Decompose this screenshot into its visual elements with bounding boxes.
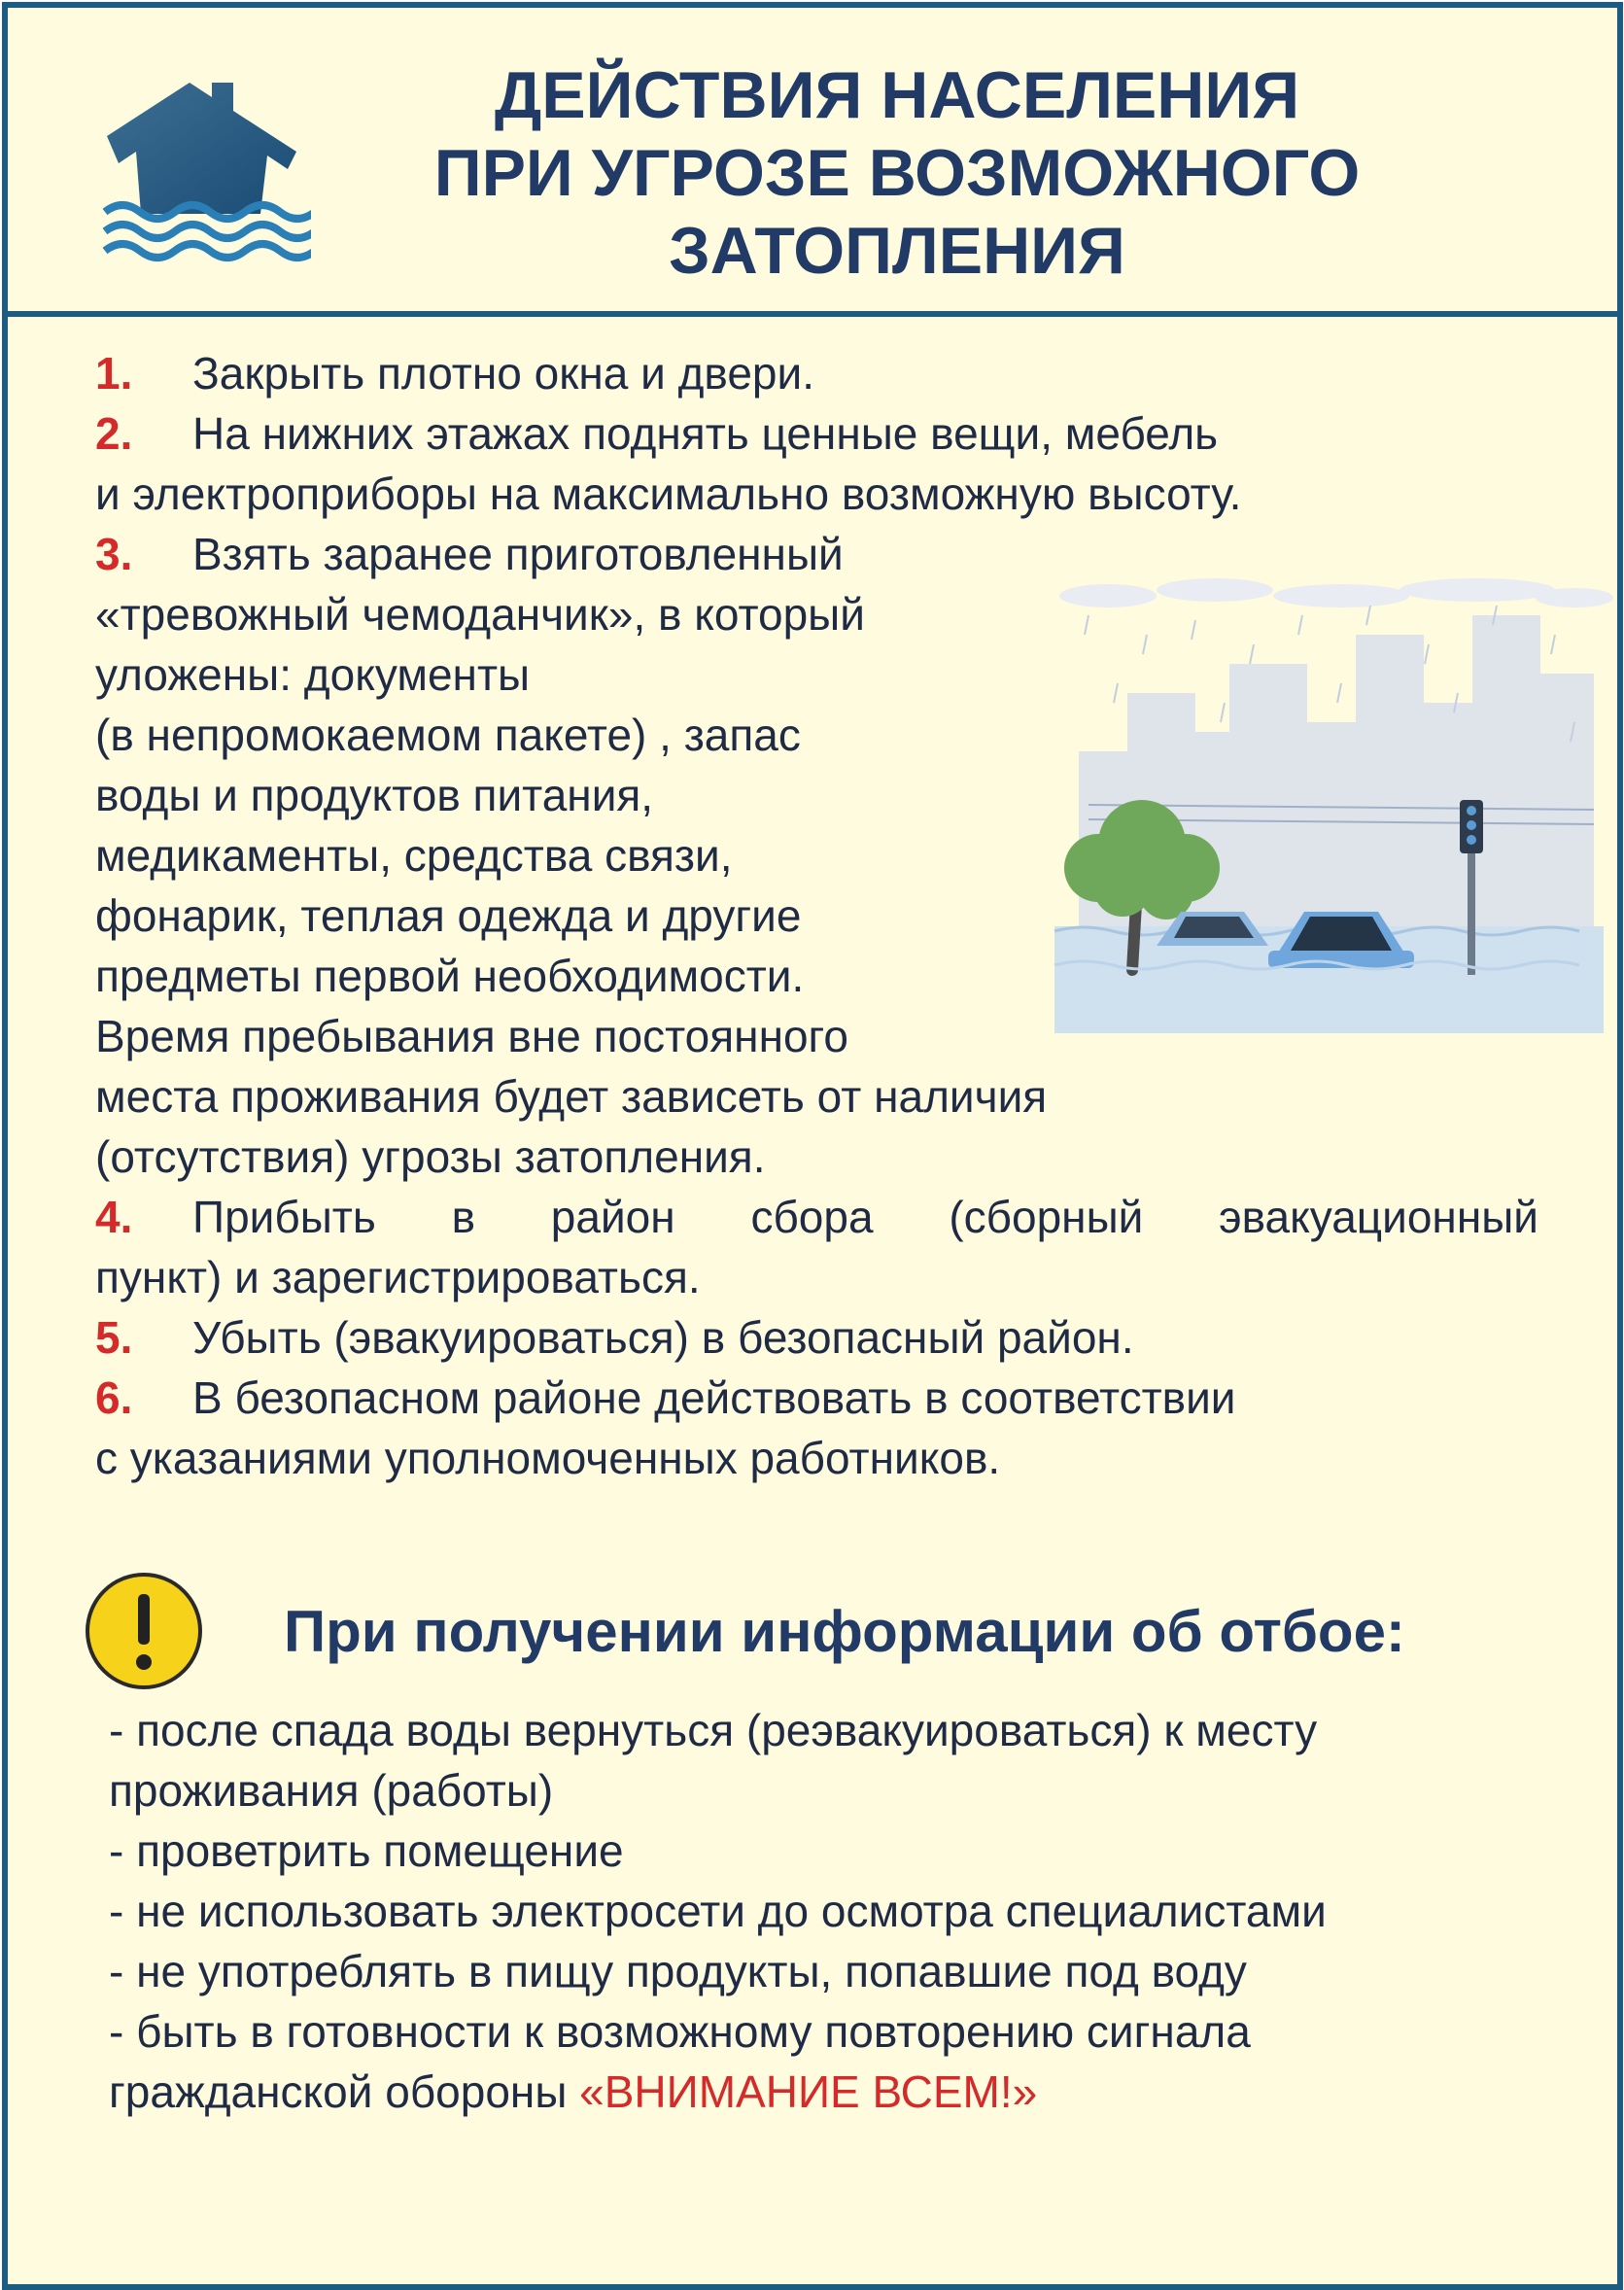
step-number: 5. bbox=[95, 1312, 133, 1363]
step-text: В безопасном районе действовать в соответствии bbox=[192, 1372, 1236, 1423]
flooded-street-illustration bbox=[1050, 576, 1613, 1033]
step-text-line: места проживания будет зависеть от наличия bbox=[95, 1071, 1048, 1122]
step-number: 6. bbox=[95, 1372, 133, 1423]
poster-header bbox=[8, 8, 1617, 317]
step-text-line: и электроприборы на максимально возможную высоту. bbox=[95, 468, 1242, 519]
step-text-line: Время пребывания вне постоянного bbox=[95, 1011, 848, 1061]
step-1 bbox=[95, 348, 814, 399]
step-text: Закрыть плотно окна и двери. bbox=[192, 348, 814, 399]
step-text-line: предметы первой необходимости. bbox=[95, 951, 805, 1001]
step-2 bbox=[95, 408, 1218, 459]
exclamation-icon bbox=[84, 1571, 204, 1691]
step-text-line: медикаменты, средства связи, bbox=[95, 830, 733, 881]
step-text-line: пункт) и зарегистрироваться. bbox=[95, 1252, 701, 1302]
step-number: 1. bbox=[95, 348, 133, 399]
step-number: 2. bbox=[95, 408, 133, 459]
notice-text: гражданской обороны bbox=[109, 2066, 568, 2117]
step-text: На нижних этажах поднять ценные вещи, мебель bbox=[192, 408, 1219, 459]
step-text: Убыть (эвакуироваться) в безопасный район. bbox=[192, 1312, 1134, 1363]
poster-title bbox=[338, 56, 1456, 290]
step-text-line: фонарик, теплая одежда и другие bbox=[95, 890, 802, 941]
notice-line: - не употреблять в пищу продукты, попавшие под воду bbox=[109, 1946, 1247, 1996]
flooded-house-icon bbox=[97, 78, 311, 262]
notice-line: - быть в готовности к возможному повторению сигнала bbox=[109, 2006, 1251, 2057]
notice-line: проживания (работы) bbox=[109, 1765, 554, 1816]
notice-line: - проветрить помещение bbox=[109, 1825, 624, 1876]
step-text-line: (в непромокаемом пакете) , запас bbox=[95, 710, 801, 760]
step-number: 3. bbox=[95, 529, 133, 579]
step-text-line: воды и продуктов питания, bbox=[95, 770, 654, 820]
step-6 bbox=[95, 1372, 1236, 1423]
step-text-line: уложены: документы bbox=[95, 649, 531, 700]
step-number: 4. bbox=[95, 1192, 133, 1242]
poster bbox=[2, 2, 1623, 2290]
title-line: ПРИ УГРОЗЕ ВОЗМОЖНОГО bbox=[433, 136, 1361, 210]
notice-line-last bbox=[109, 2066, 1037, 2117]
step-5 bbox=[95, 1312, 1134, 1363]
step-3 bbox=[95, 529, 844, 579]
notice-line: - не использовать электросети до осмотра специалистами bbox=[109, 1886, 1327, 1936]
title-line: ДЕЙСТВИЯ НАСЕЛЕНИЯ bbox=[494, 58, 1300, 132]
alert-signal: «ВНИМАНИЕ ВСЕМ!» bbox=[579, 2066, 1038, 2117]
notice-line: - после спада воды вернуться (реэвакуироваться) к месту bbox=[109, 1705, 1318, 1755]
step-text-line: с указаниями уполномоченных работников. bbox=[95, 1433, 1001, 1483]
step-4 bbox=[95, 1192, 1538, 1242]
step-text: Прибыть в район сбора (сборный эвакуационный bbox=[192, 1192, 1538, 1242]
notice-heading: При получении информации об отбое: bbox=[284, 1599, 1405, 1664]
step-text-line: (отсутствия) угрозы затопления. bbox=[95, 1131, 766, 1182]
step-text-line: «тревожный чемоданчик», в который bbox=[95, 589, 865, 640]
title-line: ЗАТОПЛЕНИЯ bbox=[669, 214, 1125, 288]
step-text: Взять заранее приготовленный bbox=[192, 529, 844, 579]
